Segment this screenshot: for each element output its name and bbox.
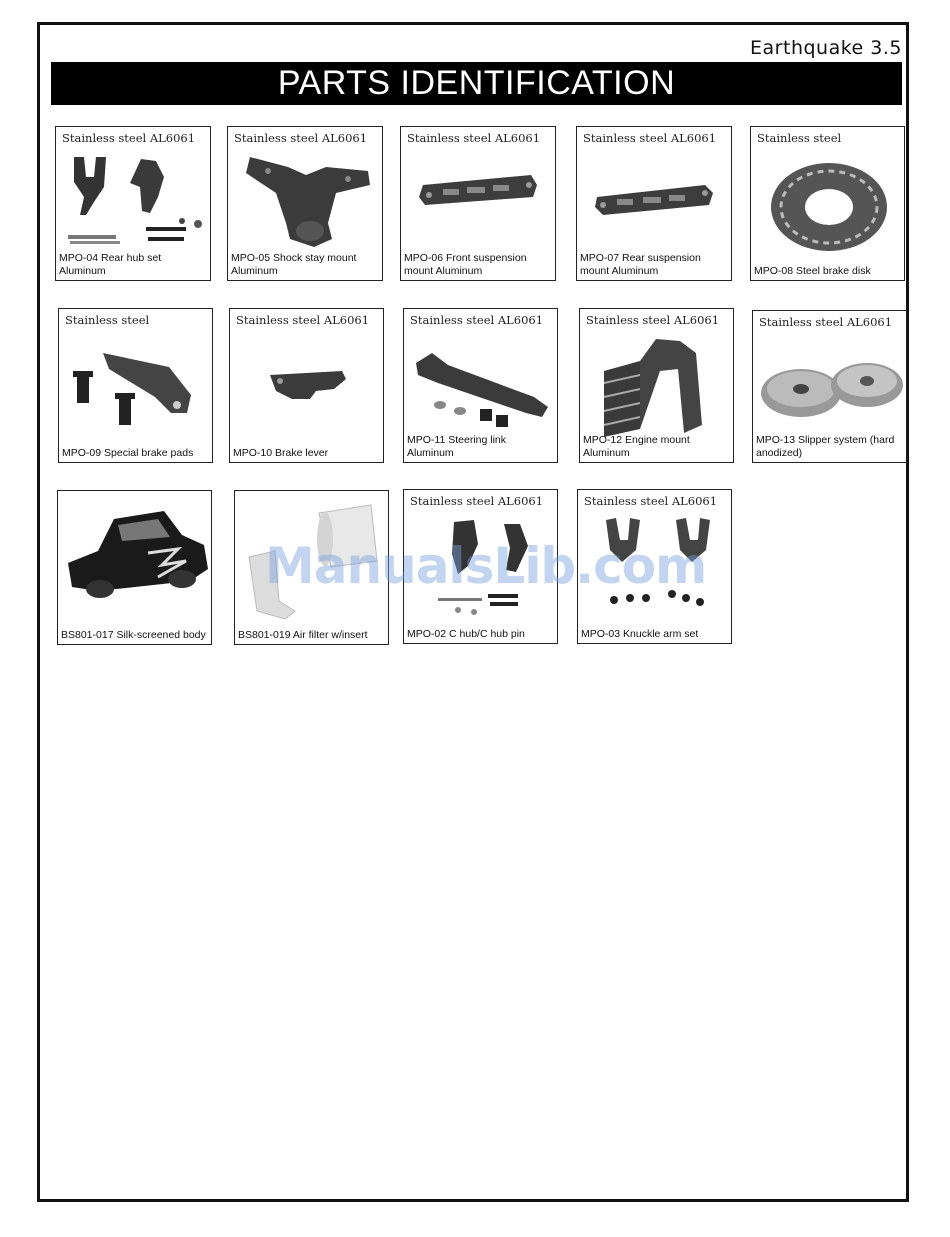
steel-brake-disk-image: [751, 127, 905, 281]
part-card-mpo-06: [400, 126, 556, 281]
part-card-mpo-10: [229, 308, 384, 463]
part-material: Stainless steel AL6061: [234, 131, 368, 145]
part-material: Stainless steel AL6061: [584, 494, 718, 508]
part-material: Stainless steel AL6061: [586, 313, 720, 327]
silk-screened-body-image: [58, 491, 212, 645]
part-card-mpo-13: [752, 310, 907, 463]
part-caption: MPO-02 C hub/C hub pin: [407, 628, 525, 640]
part-caption: MPO-12 Engine mount Aluminum: [583, 434, 690, 459]
part-material: Stainless steel AL6061: [410, 313, 544, 327]
part-material: Stainless steel: [757, 131, 842, 145]
part-caption: MPO-05 Shock stay mount Aluminum: [231, 252, 357, 277]
part-material: Stainless steel AL6061: [236, 313, 370, 327]
part-caption: MPO-10 Brake lever: [233, 447, 329, 459]
part-caption: MPO-07 Rear suspension mount Aluminum: [580, 252, 701, 277]
page-title: PARTS IDENTIFICATION: [51, 62, 902, 105]
part-card-bs801-017: [57, 490, 212, 645]
part-caption: MPO-09 Special brake pads: [62, 447, 194, 459]
part-material: Stainless steel AL6061: [62, 131, 196, 145]
part-card-mpo-09: [58, 308, 213, 463]
part-card-mpo-11: [403, 308, 558, 463]
part-material: Stainless steel: [65, 313, 150, 327]
part-material: Stainless steel AL6061: [410, 494, 544, 508]
part-caption: MPO-13 Slipper system (hard anodized): [756, 434, 895, 459]
special-brake-pads-image: [59, 309, 213, 463]
part-caption: MPO-04 Rear hub set Aluminum: [59, 252, 162, 277]
part-card-mpo-07: [576, 126, 732, 281]
watermark: ManualsLib.com: [265, 537, 707, 595]
part-caption: MPO-06 Front suspension mount Aluminum: [404, 252, 527, 277]
part-caption: BS801-019 Air filter w/insert: [238, 629, 368, 641]
part-card-mpo-04: [55, 126, 211, 281]
part-caption: BS801-017 Silk-screened body: [61, 629, 206, 641]
part-material: Stainless steel AL6061: [583, 131, 717, 145]
brand-label: Earthquake 3.5: [750, 37, 902, 59]
part-card-mpo-08: [750, 126, 905, 281]
brake-lever-image: [230, 309, 384, 463]
part-caption: MPO-08 Steel brake disk: [754, 265, 871, 277]
part-card-mpo-12: [579, 308, 734, 463]
part-caption: MPO-03 Knuckle arm set: [581, 628, 699, 640]
part-material: Stainless steel AL6061: [759, 315, 893, 329]
part-caption: MPO-11 Steering link Aluminum: [407, 434, 507, 459]
part-material: Stainless steel AL6061: [407, 131, 541, 145]
part-card-mpo-05: [227, 126, 383, 281]
